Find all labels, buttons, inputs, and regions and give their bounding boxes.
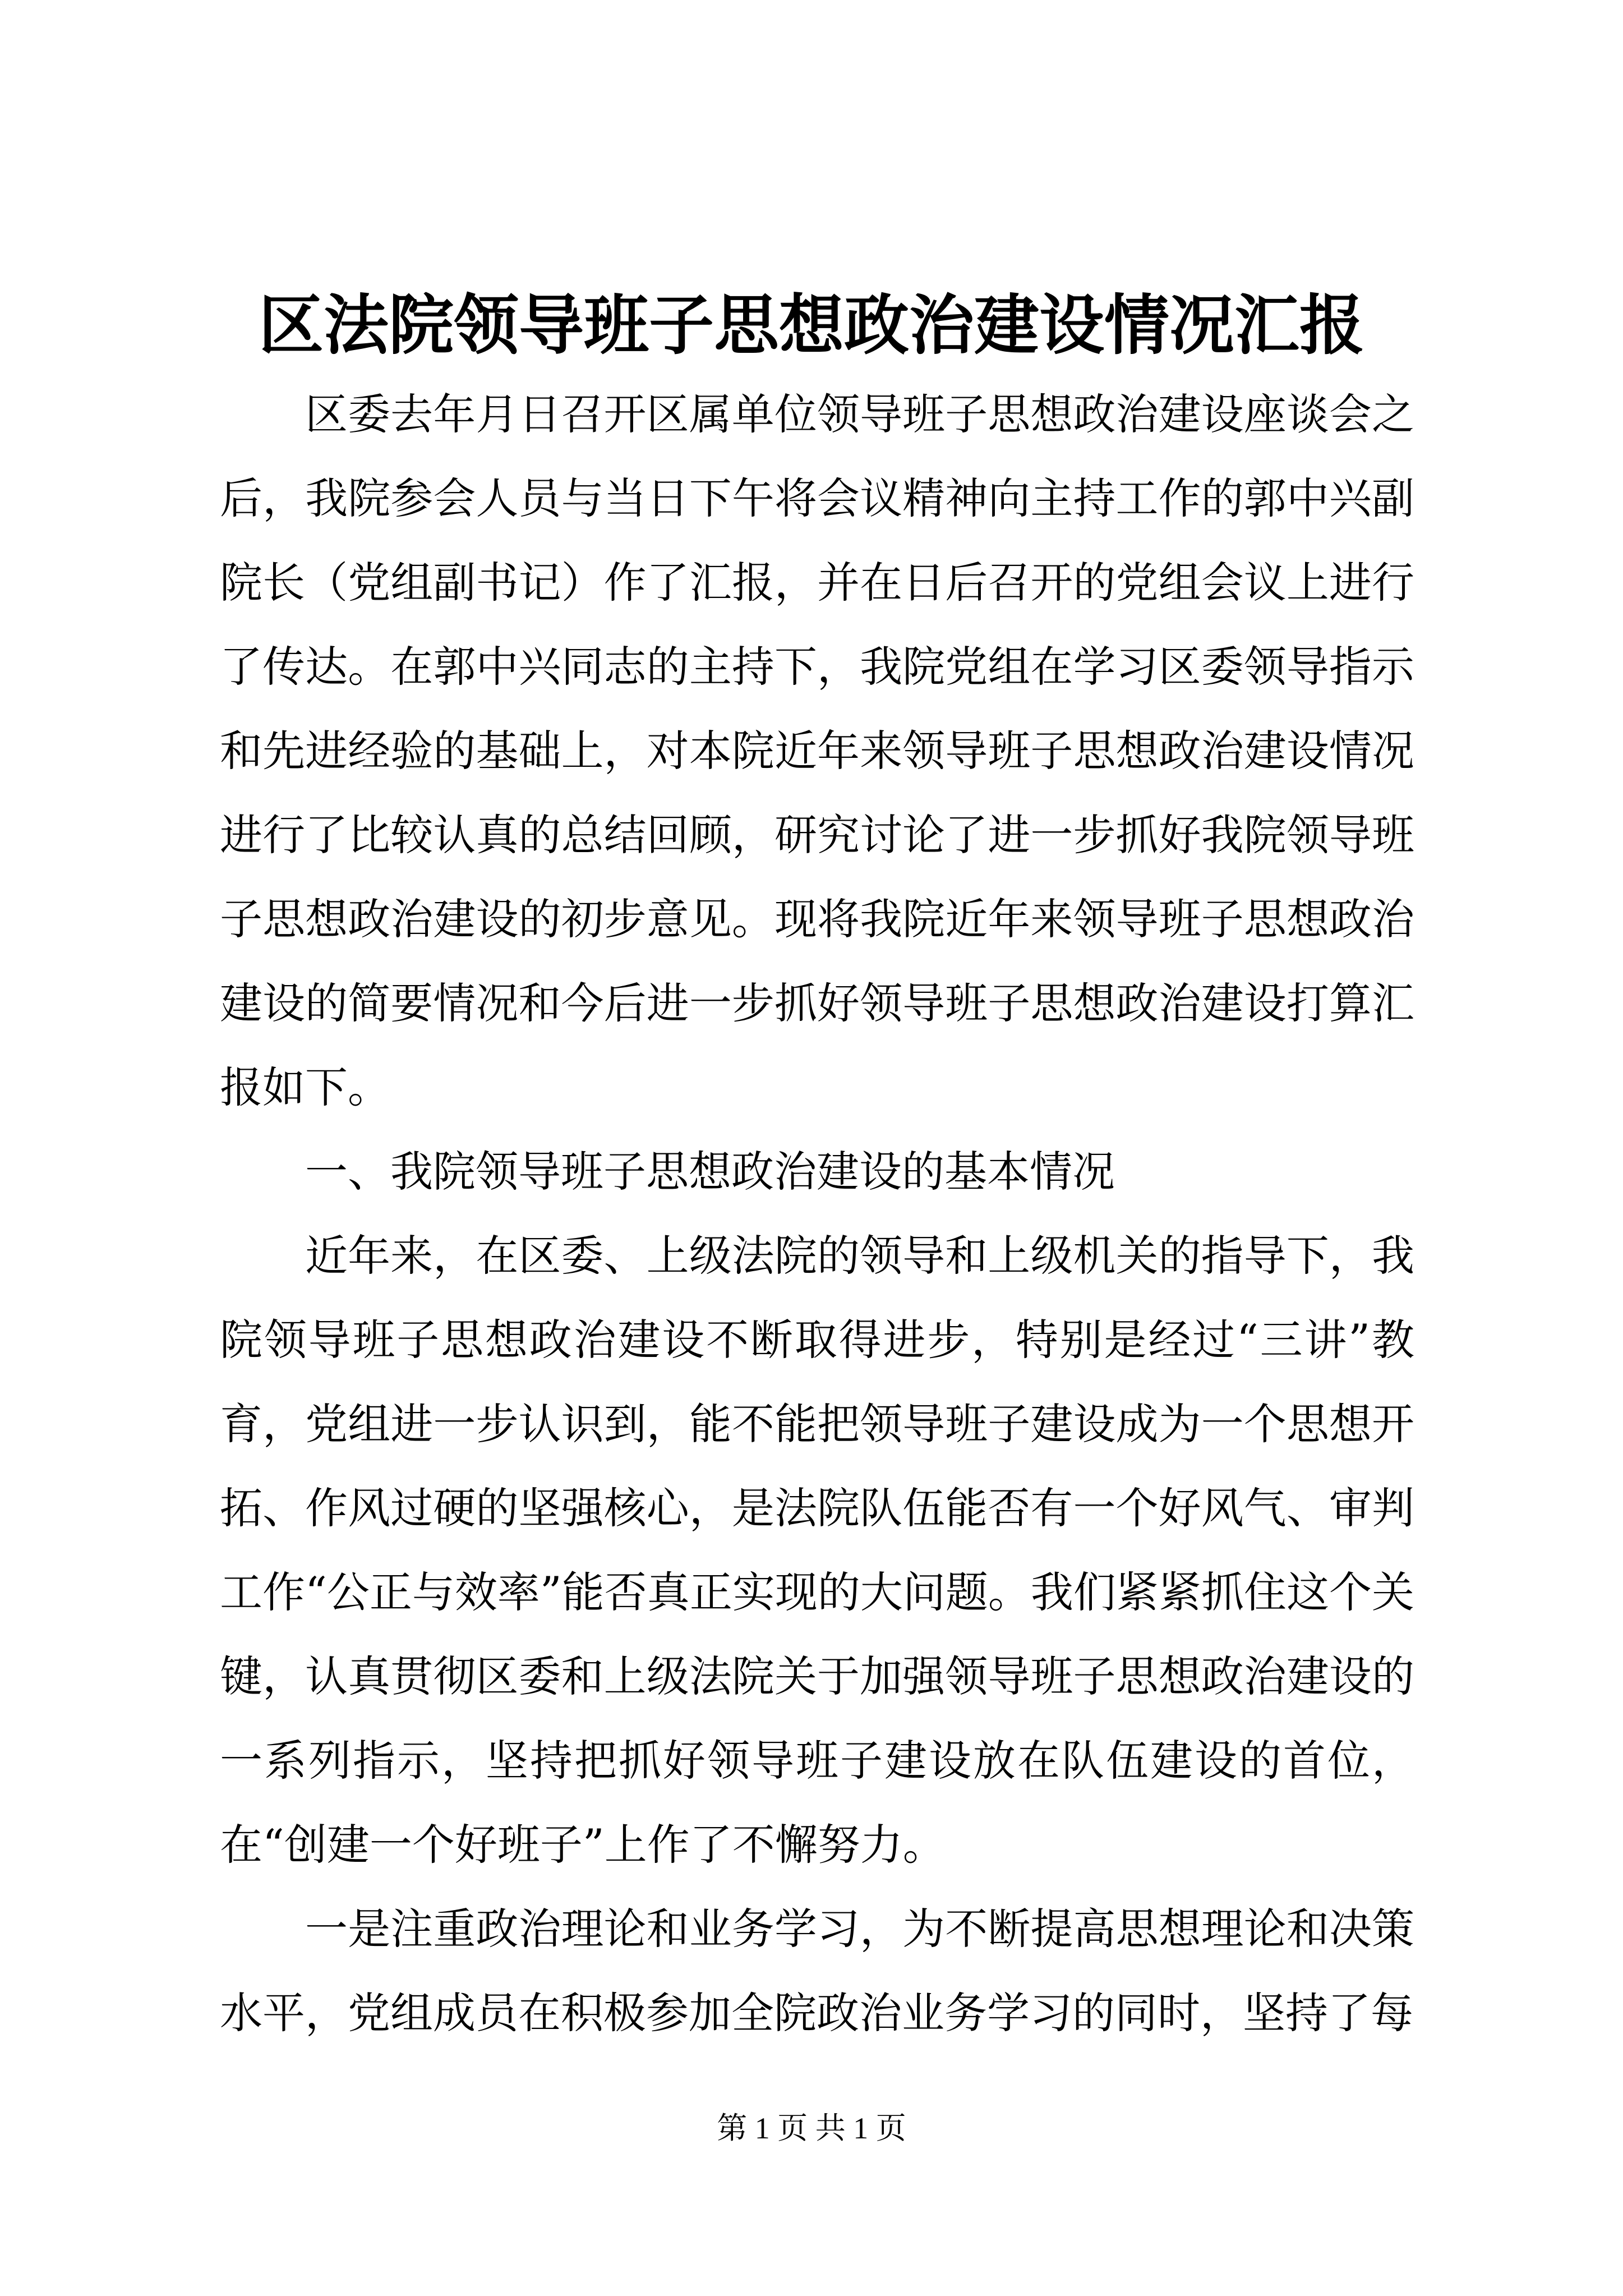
document-title: 区法院领导班子思想政治建设情况汇报 xyxy=(259,287,1364,364)
page-footer: 第 1 页 共 1 页 xyxy=(717,2111,906,2145)
paragraph-overview: 近年来，在区委、上级法院的领导和上级机关的指导下，我院领导班子思想政治建设不断取得进步，特别是经过“三讲”教育，党组进一步认识到，能不能把领导班子建设成为一个思想开拓、作风过硬的坚强核心，是法院队伍能否有一个好风气、审判工作“公正与效率”能否真正实现的大问题。我们紧紧抓住这个关键，认真贯彻区委和上级法院关于加强领导班子思想政治建设的一系列指示，坚持把抓好领导班子建设放在队伍建设的首位，在“创建一个好班子”上作了不懈努力。 xyxy=(220,1231,1414,1870)
paragraph-intro: 区委去年月日召开区属单位领导班子思想政治建设座谈会之后，我院参会人员与当日下午将会议精神向主持工作的郭中兴副院长（党组副书记）作了汇报，并在日后召开的党组会议上进行了传达。在郭中兴同志的主持下，我院党组在学习区委领导指示和先进经验的基础上，对本院近年来领导班子思想政治建设情况进行了比较认真的总结回顾，研究讨论了进一步抓好我院领导班子思想政治建设的初步意见。现将我院近年来领导班子思想政治建设的简要情况和今后进一步抓好领导班子思想政治建设打算汇报如下。 xyxy=(220,389,1414,1112)
section-heading: 一、我院领导班子思想政治建设的基本情况 xyxy=(305,1147,1115,1197)
document-body xyxy=(220,372,1414,2055)
paragraph-first-point: 一是注重政治理论和业务学习，为不断提高思想理论和决策水平，党组成员在积极参加全院政治业务学习的同时，坚持了每 xyxy=(220,1904,1414,2038)
